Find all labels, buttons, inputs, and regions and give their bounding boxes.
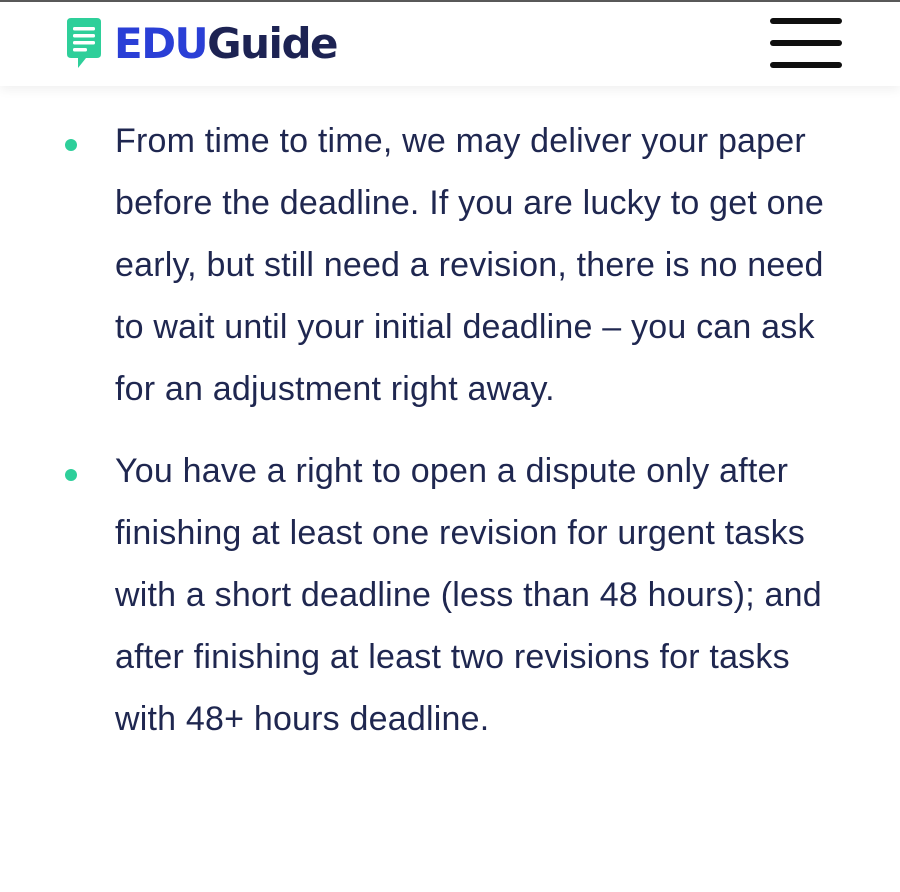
logo-text-edu: EDU [114, 19, 208, 68]
bullet-dot-icon [65, 139, 77, 151]
logo[interactable] [64, 16, 337, 72]
logo-text [114, 16, 337, 72]
bullet-dot-icon [65, 469, 77, 481]
list-item [0, 110, 900, 420]
list-item [0, 440, 900, 750]
bullet-list [0, 110, 900, 750]
logo-text-guide: Guide [207, 19, 337, 68]
main-content [0, 110, 900, 770]
bullet-text: You have a right to open a dispute only after finishing at least one revision for urgent tasks with a short deadline (less than 48 hours); and after finishing at least two revisions for tasks with 48+ hours deadline. [115, 452, 822, 738]
menu-bar [770, 18, 842, 24]
bullet-text: From time to time, we may deliver your paper before the deadline. If you are lucky to get one early, but still need a revision, there is no need to wait until your initial deadline – you can ask for an adjustment right away. [115, 122, 824, 408]
site-header [0, 2, 900, 86]
hamburger-menu-icon[interactable] [770, 18, 844, 68]
menu-bar [770, 40, 842, 46]
menu-bar [770, 62, 842, 68]
chat-document-icon [64, 16, 104, 72]
